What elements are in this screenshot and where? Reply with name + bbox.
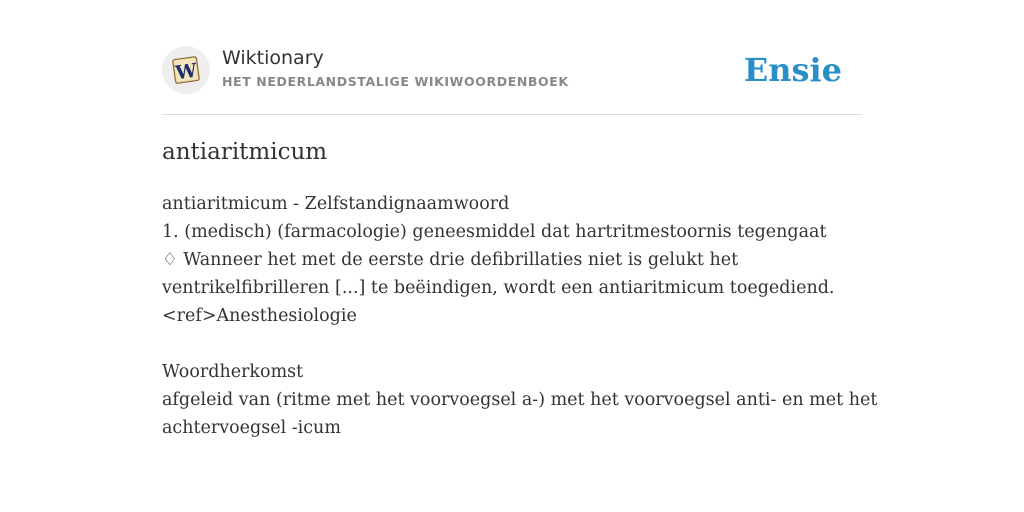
entry-title: antiaritmicum: [162, 139, 328, 165]
brand-logo[interactable]: Ensie: [743, 51, 842, 89]
header: [162, 44, 862, 115]
entry-line-word-class: antiaritmicum - Zelfstandignaamwoord: [162, 194, 510, 214]
wiktionary-logo-icon[interactable]: [162, 46, 210, 94]
wiktionary-logo-graphic: [168, 52, 204, 88]
spacer: [162, 330, 862, 358]
entry-line-definition: 1. (medisch) (farmacologie) geneesmiddel dat hartritmestoornis tegengaat: [162, 222, 827, 242]
entry-content: [162, 190, 878, 442]
svg-text:W: W: [174, 59, 199, 85]
source-name[interactable]: Wiktionary: [222, 47, 324, 69]
etymology-heading: Woordherkomst: [162, 362, 304, 382]
etymology-line-1: afgeleid van (ritme met het voorvoegsel a-) met het voorvoegsel anti- en met het: [162, 390, 878, 410]
entry-line-reference: <ref>Anesthesiologie: [162, 306, 357, 326]
page: [162, 0, 878, 512]
entry-line-example-2: ventrikelfibrilleren [...] te beëindigen, wordt een antiaritmicum toegediend.: [162, 278, 835, 298]
source-subtitle: HET NEDERLANDSTALIGE WIKIWOORDENBOEK: [222, 74, 569, 89]
etymology-line-2: achtervoegsel -icum: [162, 418, 341, 438]
entry-line-example-1: ♢ Wanneer het met de eerste drie defibrillaties niet is gelukt het: [162, 250, 739, 270]
